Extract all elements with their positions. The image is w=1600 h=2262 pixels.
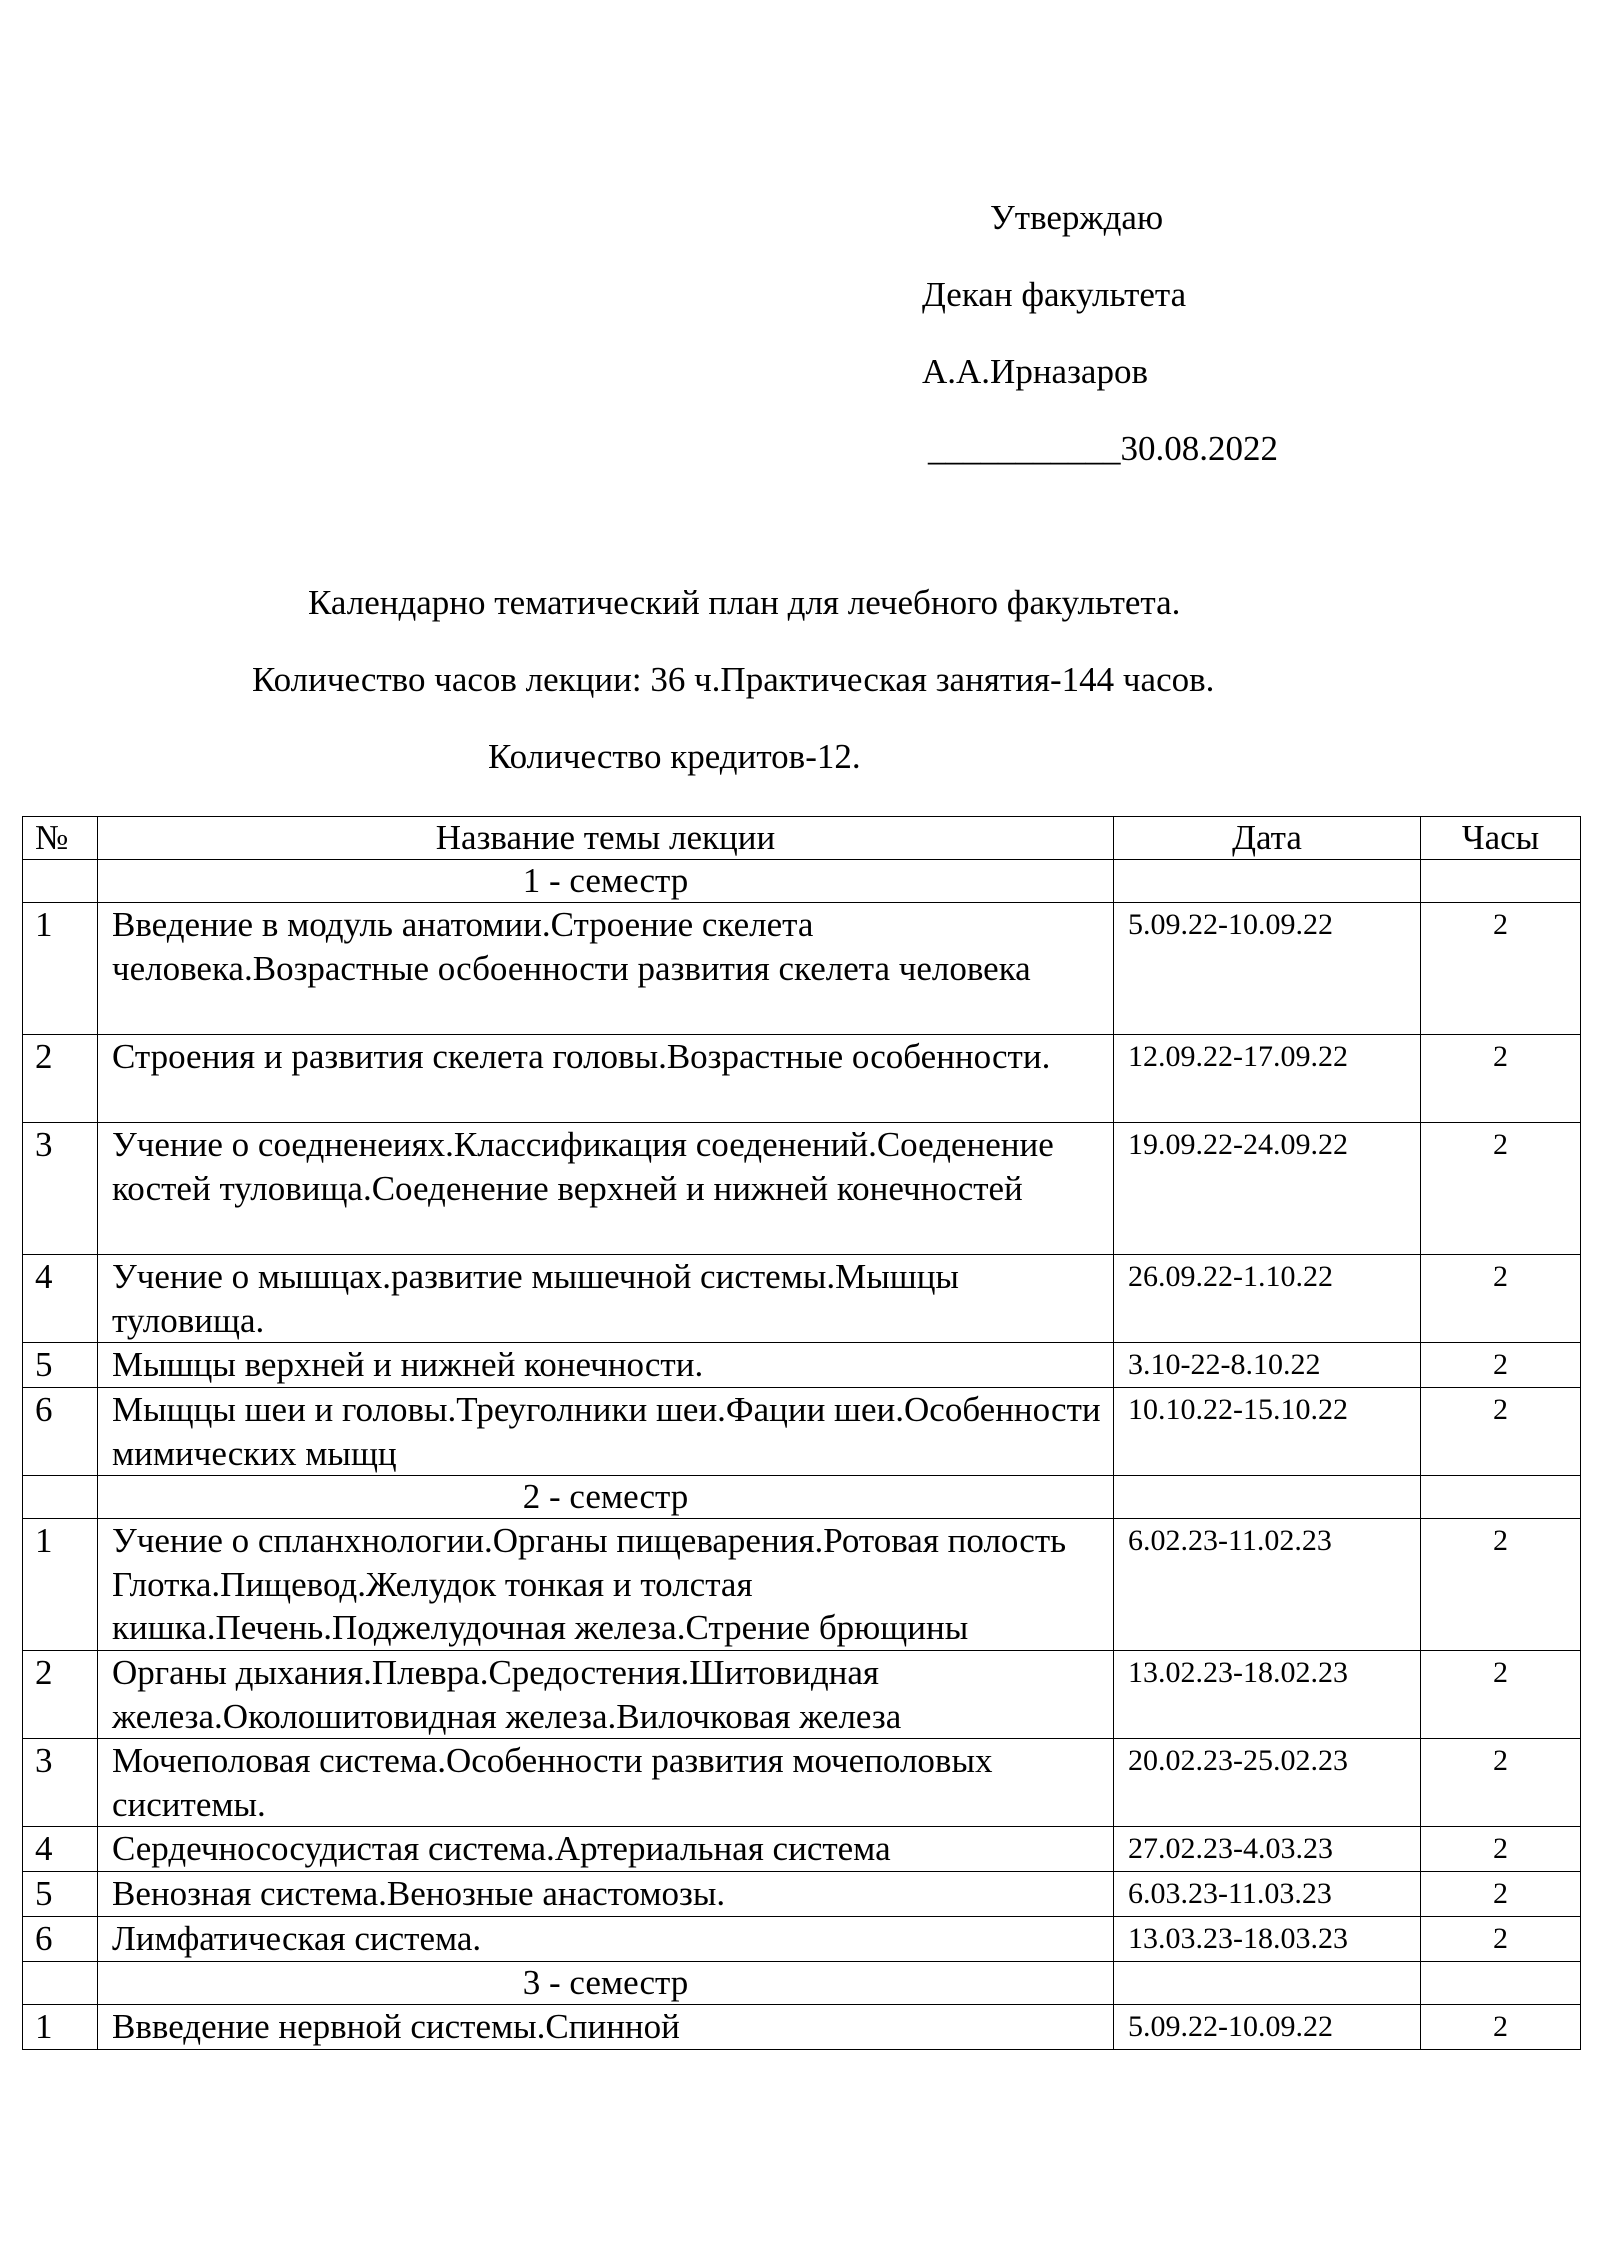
table-row xyxy=(23,1651,1581,1739)
row-topic: Учение о соедненеиях.Классификация соеденений.Соеденение костей туловища.Соеденение верхней и нижней конечностей xyxy=(98,1123,1114,1255)
semester-hours-cell xyxy=(1421,860,1581,903)
row-date: 19.09.22-24.09.22 xyxy=(1114,1123,1421,1255)
row-hours: 2 xyxy=(1421,1255,1581,1343)
table-row xyxy=(23,1343,1581,1388)
row-date: 6.03.23-11.03.23 xyxy=(1114,1872,1421,1917)
row-date: 3.10-22-8.10.22 xyxy=(1114,1343,1421,1388)
row-date: 6.02.23-11.02.23 xyxy=(1114,1519,1421,1651)
table-row xyxy=(23,1827,1581,1872)
row-hours: 2 xyxy=(1421,1917,1581,1962)
title-line-3: Количество кредитов-12. xyxy=(488,737,861,776)
semester-hours-cell xyxy=(1421,1476,1581,1519)
semester-label: 3 - семестр xyxy=(98,1962,1114,2005)
table-row xyxy=(23,1872,1581,1917)
row-date: 27.02.23-4.03.23 xyxy=(1114,1827,1421,1872)
lecture-plan-table xyxy=(22,816,1581,2050)
row-topic: Мочеполовая система.Особенности развития мочеполовых сиситемы. xyxy=(98,1739,1114,1827)
row-num: 4 xyxy=(23,1827,98,1872)
row-topic: Органы дыхания.Плевра.Средостения.Шитовидная железа.Околошитовидная железа.Вилочковая железа xyxy=(98,1651,1114,1739)
row-num: 5 xyxy=(23,1343,98,1388)
semester-date-cell xyxy=(1114,1962,1421,2005)
semester-num-cell xyxy=(23,1962,98,2005)
row-num: 2 xyxy=(23,1651,98,1739)
row-hours: 2 xyxy=(1421,1872,1581,1917)
row-hours: 2 xyxy=(1421,2005,1581,2050)
table-row xyxy=(23,1388,1581,1476)
approval-approve: Утверждаю xyxy=(990,198,1164,237)
row-topic: Ввведение нервной системы.Спинной xyxy=(98,2005,1114,2050)
row-hours: 2 xyxy=(1421,1519,1581,1651)
approval-signature-date: ___________30.08.2022 xyxy=(928,429,1278,468)
approval-position: Декан факультета xyxy=(922,275,1187,314)
row-hours: 2 xyxy=(1421,1343,1581,1388)
header-topic: Название темы лекции xyxy=(98,817,1114,860)
row-date: 5.09.22-10.09.22 xyxy=(1114,903,1421,1035)
semester-label: 1 - семестр xyxy=(98,860,1114,903)
row-topic: Мыщцы шеи и головы.Треуголники шеи.Фации шеи.Особенности мимических мыщц xyxy=(98,1388,1114,1476)
table-row xyxy=(23,1917,1581,1962)
semester-hours-cell xyxy=(1421,1962,1581,2005)
header-hours: Часы xyxy=(1421,817,1581,860)
approval-name: А.А.Ирназаров xyxy=(922,352,1148,391)
row-date: 5.09.22-10.09.22 xyxy=(1114,2005,1421,2050)
row-date: 20.02.23-25.02.23 xyxy=(1114,1739,1421,1827)
row-hours: 2 xyxy=(1421,903,1581,1035)
table-row xyxy=(23,1739,1581,1827)
table-row xyxy=(23,903,1581,1035)
row-num: 1 xyxy=(23,2005,98,2050)
semester-label: 2 - семестр xyxy=(98,1476,1114,1519)
title-line-2: Количество часов лекции: 36 ч.Практическая занятия-144 часов. xyxy=(252,660,1215,699)
row-num: 3 xyxy=(23,1739,98,1827)
table-row xyxy=(23,1519,1581,1651)
row-hours: 2 xyxy=(1421,1035,1581,1123)
header-num: № xyxy=(23,817,98,860)
row-date: 10.10.22-15.10.22 xyxy=(1114,1388,1421,1476)
table-row xyxy=(23,1035,1581,1123)
row-date: 13.02.23-18.02.23 xyxy=(1114,1651,1421,1739)
semester-date-cell xyxy=(1114,860,1421,903)
row-topic: Учение о мышцах.развитие мышечной системы.Мышцы туловища. xyxy=(98,1255,1114,1343)
semester-num-cell xyxy=(23,860,98,903)
row-num: 6 xyxy=(23,1388,98,1476)
row-topic: Лимфатическая система. xyxy=(98,1917,1114,1962)
row-topic: Сердечнососудистая система.Артериальная система xyxy=(98,1827,1114,1872)
semester-num-cell xyxy=(23,1476,98,1519)
header-date: Дата xyxy=(1114,817,1421,860)
row-hours: 2 xyxy=(1421,1739,1581,1827)
row-hours: 2 xyxy=(1421,1827,1581,1872)
row-num: 1 xyxy=(23,1519,98,1651)
row-hours: 2 xyxy=(1421,1123,1581,1255)
row-topic: Строения и развития скелета головы.Возрастные особенности. xyxy=(98,1035,1114,1123)
row-hours: 2 xyxy=(1421,1651,1581,1739)
row-num: 5 xyxy=(23,1872,98,1917)
row-num: 4 xyxy=(23,1255,98,1343)
row-topic: Учение о спланхнологии.Органы пищеварения.Ротовая полость Глотка.Пищевод.Желудок тонкая и толстая кишка.Печень.Поджелудочная железа.Стрение брющины xyxy=(98,1519,1114,1651)
semester-date-cell xyxy=(1114,1476,1421,1519)
row-date: 26.09.22-1.10.22 xyxy=(1114,1255,1421,1343)
semester-row xyxy=(23,860,1581,903)
semester-row xyxy=(23,1476,1581,1519)
row-num: 3 xyxy=(23,1123,98,1255)
row-topic: Введение в модуль анатомии.Строение скелета человека.Возрастные осбоенности развития скелета человека xyxy=(98,903,1114,1035)
table-header-row xyxy=(23,817,1581,860)
row-hours: 2 xyxy=(1421,1388,1581,1476)
row-topic: Венозная система.Венозные анастомозы. xyxy=(98,1872,1114,1917)
row-num: 1 xyxy=(23,903,98,1035)
row-num: 6 xyxy=(23,1917,98,1962)
table-row xyxy=(23,2005,1581,2050)
row-date: 13.03.23-18.03.23 xyxy=(1114,1917,1421,1962)
row-topic: Мышцы верхней и нижней конечности. xyxy=(98,1343,1114,1388)
table-row xyxy=(23,1123,1581,1255)
table-row xyxy=(23,1255,1581,1343)
row-num: 2 xyxy=(23,1035,98,1123)
title-line-1: Календарно тематический план для лечебного факультета. xyxy=(308,583,1181,622)
row-date: 12.09.22-17.09.22 xyxy=(1114,1035,1421,1123)
semester-row xyxy=(23,1962,1581,2005)
